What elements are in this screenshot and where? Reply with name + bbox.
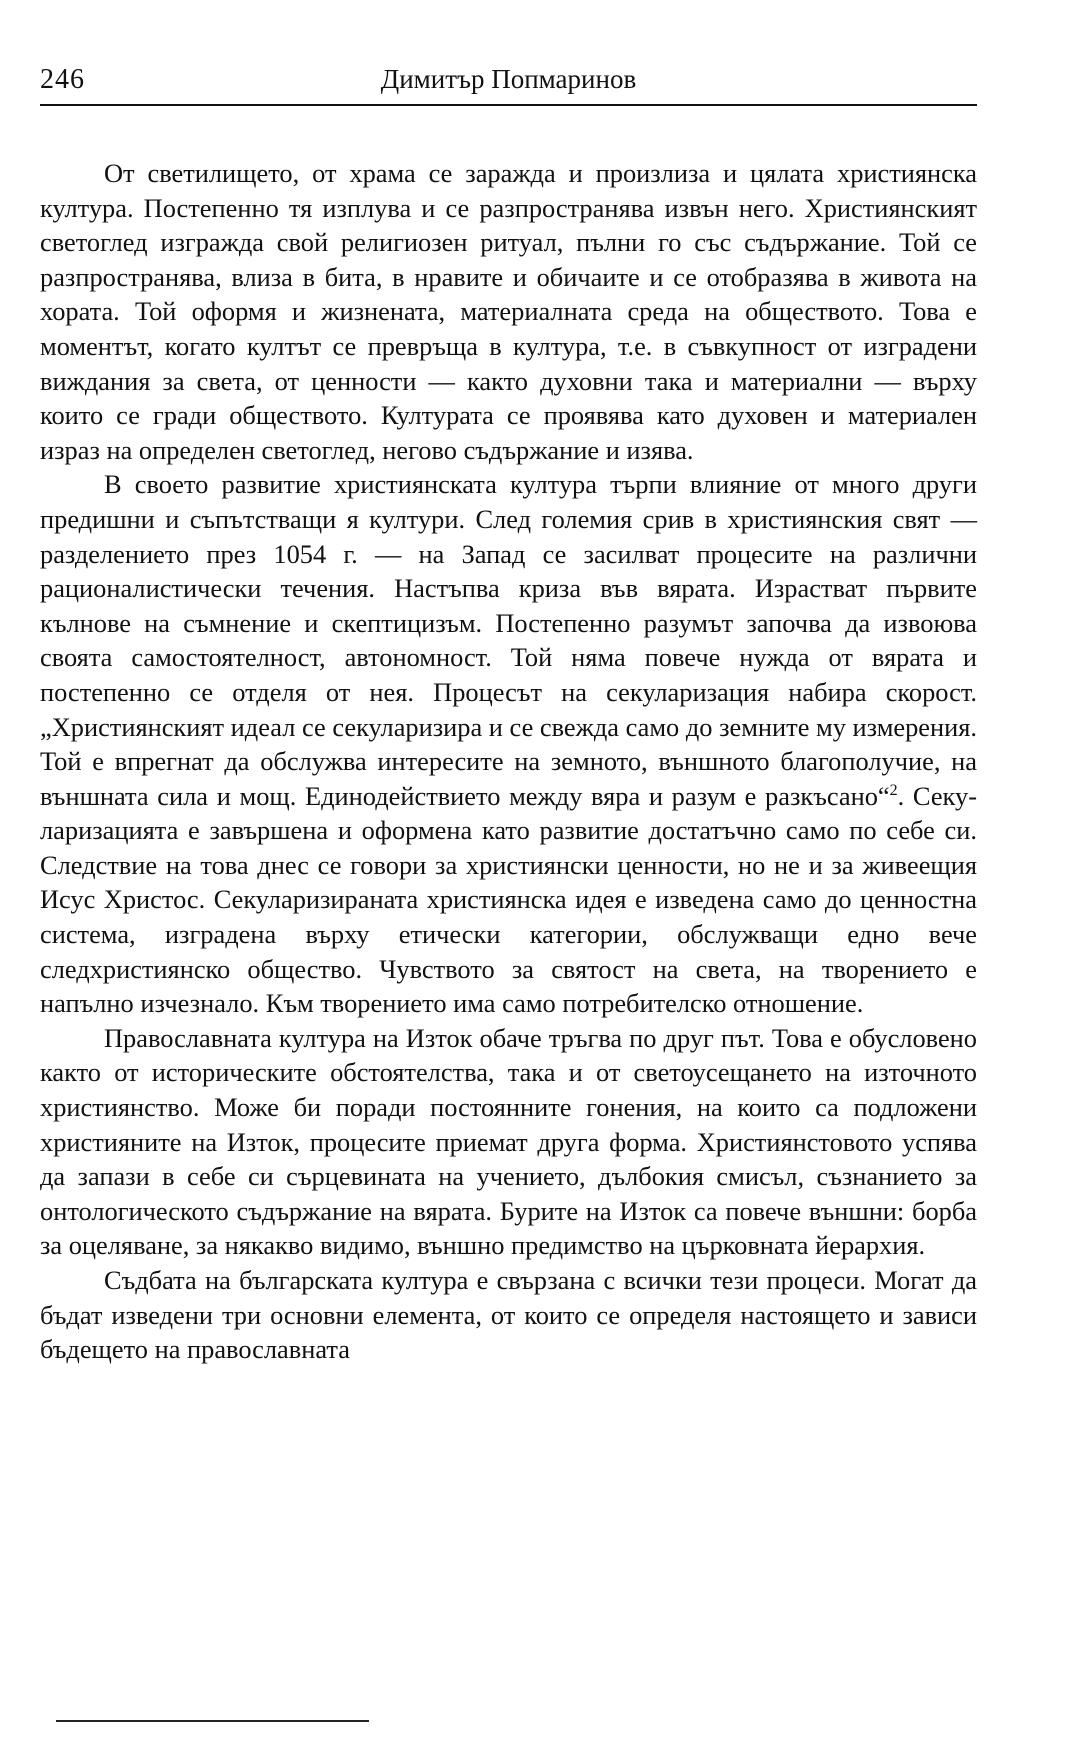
paragraph-2-text-end: . Секуларизацията е завършена и оформена като развитие достатъчно само по себе си. Следствие на това днес се говори за християнски ценности, но не и за живеещия Исус Христос. Секуларизираната християнска идея е изведена само до ценностна система, изградена върху етически категории, обслужващи едно вече следхристиянско общество. Чувството за святост на света, на творението е напълно изчезнало. Към творението има само потребителско отношение. (40, 780, 977, 1019)
paragraph-3: Православната култура на Изток обаче тръгва по друг път. Това е обусловено както от историческите обстоятелства, така и от светоусещането на източното християнство. Може би поради постоянните гонения, на които са подложени християните на Изток, процесите приемат друга форма. Християнстовото успява да запази в себе си сърцевината на учението, дълбокия смисъл, съзнанието за онтологическото съдържание на вярата. Бурите на Изток са повече външни: борба за оцеляване, за някакво видимо, външно предимство на църковната йерархия. (40, 1022, 977, 1261)
paragraph-2 (40, 467, 977, 1021)
page-number: 246 (40, 64, 85, 95)
paragraph-1: От светилището, от храма се заражда и произлиза и цялата християнска култура. Постепенно тя изплува и се разпространява извън него. Християнският светоглед изгражда свой религиозен ритуал, пълни го със съдържание. Той се разпространява, влиза в бита, в нравите и обичаите и се отобразява в живота на хората. Той оформя и жизнената, материалната среда на обществото. Това е моментът, когато култът се превръща в култура, т.е. в съвкупност от изградени виждания за света, от ценности — както духовни така и материални — върху които се гради обществото. Културата се проявява като духовен и материален израз на определен светоглед, негово съдържание и изява. (40, 158, 977, 465)
footnote-divider (56, 1720, 369, 1722)
main-text (40, 156, 977, 1367)
paragraph-4: Съдбата на българската култура е свързана с всички тези процеси. Могат да бъдат изведени три основни елемента, от които се определя настоящето и зависи бъдещето на православната (40, 1265, 977, 1365)
footnote-reference: 2 (889, 781, 898, 799)
page-header (40, 64, 977, 106)
paragraph-2-text-start: В своето развитие християнската култура търпи влияние от много други предишни и съпътстващи я култури. След големия срив в християнския свят — разделението през 1054 г. — на Запад се засилват процесите на различни рационалистически течения. Настъпва криза във вярата. Израстват първите кълнове на съмнение и скептицизъм. Постепенно разумът започва да извоюва своята самостоятелност, автономност. Той няма повече нужда от вярата и постепенно се отделя от нея. Процесът на секуларизация набира скорост. „Християнският идеал се секуларизира и се свежда само до земните му измерения. Той е впрегнат да обслужва интересите на земното, външното благополучие, на външната сила и мощ. Единодействието между вяра и разум е разкъсано“ (40, 469, 977, 811)
running-head-author: Димитър Попмаринов (380, 64, 637, 94)
